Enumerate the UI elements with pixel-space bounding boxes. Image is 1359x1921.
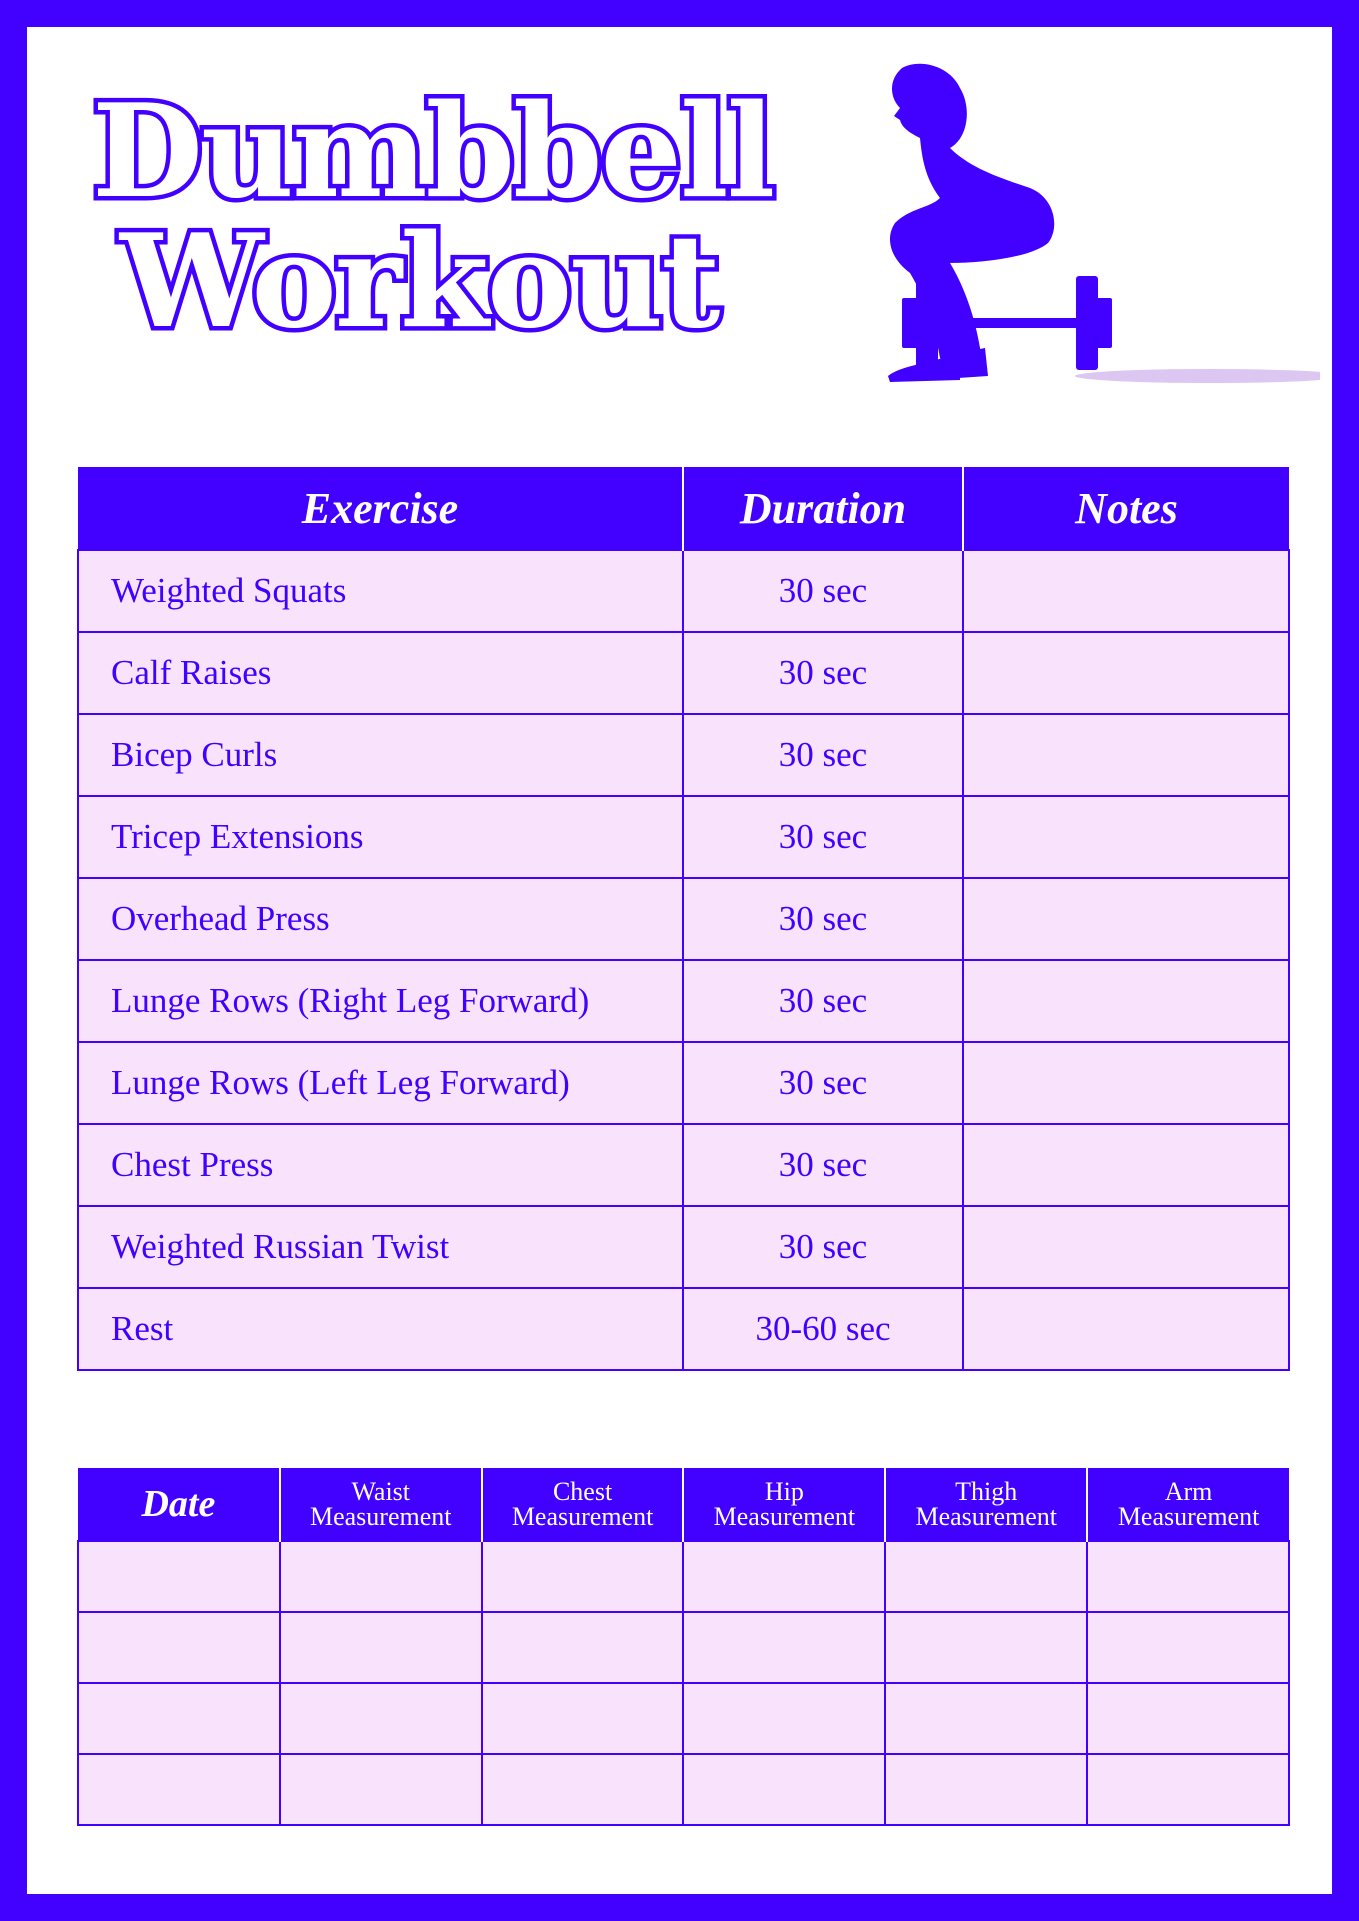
thigh-cell[interactable] bbox=[885, 1754, 1087, 1825]
hip-cell[interactable] bbox=[683, 1541, 885, 1612]
exercise-cell: Weighted Russian Twist bbox=[78, 1206, 683, 1288]
notes-cell[interactable] bbox=[963, 550, 1289, 632]
chest-cell[interactable] bbox=[482, 1683, 684, 1754]
header-label: Date bbox=[141, 1482, 216, 1525]
table-row bbox=[78, 1683, 1289, 1754]
waist-cell[interactable] bbox=[280, 1754, 482, 1825]
table-row bbox=[78, 1288, 1289, 1370]
waist-cell[interactable] bbox=[280, 1612, 482, 1683]
table-row bbox=[78, 878, 1289, 960]
notes-cell[interactable] bbox=[963, 796, 1289, 878]
header-duration: Duration bbox=[683, 467, 963, 550]
exercise-cell: Tricep Extensions bbox=[78, 796, 683, 878]
exercise-cell: Lunge Rows (Right Leg Forward) bbox=[78, 960, 683, 1042]
duration-cell: 30 sec bbox=[683, 960, 963, 1042]
duration-cell: 30 sec bbox=[683, 632, 963, 714]
exercise-table bbox=[77, 467, 1290, 1371]
header-label: Waist bbox=[351, 1477, 411, 1506]
header-exercise: Exercise bbox=[78, 467, 683, 550]
table-row bbox=[78, 1612, 1289, 1683]
table-row bbox=[78, 796, 1289, 878]
chest-cell[interactable] bbox=[482, 1754, 684, 1825]
arm-cell[interactable] bbox=[1087, 1541, 1289, 1612]
header-label: Thigh bbox=[955, 1477, 1018, 1506]
notes-cell[interactable] bbox=[963, 960, 1289, 1042]
notes-cell[interactable] bbox=[963, 1288, 1289, 1370]
title-line-2: Workout bbox=[120, 207, 719, 357]
duration-cell: 30 sec bbox=[683, 1042, 963, 1124]
header-label: Chest bbox=[552, 1477, 613, 1506]
notes-cell[interactable] bbox=[963, 714, 1289, 796]
header-notes: Notes bbox=[963, 467, 1289, 550]
thigh-cell[interactable] bbox=[885, 1541, 1087, 1612]
exercise-cell: Lunge Rows (Left Leg Forward) bbox=[78, 1042, 683, 1124]
duration-cell: 30 sec bbox=[683, 714, 963, 796]
header-sublabel: Measurement bbox=[309, 1502, 452, 1531]
exercise-cell: Bicep Curls bbox=[78, 714, 683, 796]
header-label: Hip bbox=[764, 1477, 804, 1506]
duration-cell: 30 sec bbox=[683, 878, 963, 960]
exercise-cell: Weighted Squats bbox=[78, 550, 683, 632]
duration-cell: 30 sec bbox=[683, 550, 963, 632]
header-sublabel: Measurement bbox=[713, 1502, 856, 1531]
table-row bbox=[78, 960, 1289, 1042]
date-cell[interactable] bbox=[78, 1754, 280, 1825]
table-row bbox=[78, 1541, 1289, 1612]
header-sublabel: Measurement bbox=[511, 1502, 654, 1531]
header-arm bbox=[1087, 1468, 1289, 1541]
table-row bbox=[78, 714, 1289, 796]
hip-cell[interactable] bbox=[683, 1754, 885, 1825]
notes-cell[interactable] bbox=[963, 1124, 1289, 1206]
header-thigh bbox=[885, 1468, 1087, 1541]
measurement-table bbox=[77, 1468, 1290, 1826]
table-row bbox=[78, 1042, 1289, 1124]
hip-cell[interactable] bbox=[683, 1683, 885, 1754]
duration-cell: 30-60 sec bbox=[683, 1288, 963, 1370]
date-cell[interactable] bbox=[78, 1612, 280, 1683]
header-waist bbox=[280, 1468, 482, 1541]
notes-cell[interactable] bbox=[963, 878, 1289, 960]
table-row bbox=[78, 632, 1289, 714]
squat-barbell-illustration bbox=[880, 58, 1320, 388]
arm-cell[interactable] bbox=[1087, 1612, 1289, 1683]
notes-cell[interactable] bbox=[963, 1042, 1289, 1124]
header-sublabel: Measurement bbox=[915, 1502, 1057, 1531]
duration-cell: 30 sec bbox=[683, 1124, 963, 1206]
title-line-1: Dumbbell bbox=[92, 77, 774, 227]
header-chest bbox=[482, 1468, 684, 1541]
barbell-plates-icon bbox=[902, 276, 1112, 370]
exercise-cell: Calf Raises bbox=[78, 632, 683, 714]
duration-cell: 30 sec bbox=[683, 796, 963, 878]
date-cell[interactable] bbox=[78, 1683, 280, 1754]
header-sublabel: Measurement bbox=[1117, 1502, 1260, 1531]
exercise-cell: Rest bbox=[78, 1288, 683, 1370]
thigh-cell[interactable] bbox=[885, 1612, 1087, 1683]
floor-shadow-icon bbox=[1075, 369, 1320, 383]
table-row bbox=[78, 1124, 1289, 1206]
exercise-cell: Overhead Press bbox=[78, 878, 683, 960]
exercise-table-header bbox=[78, 467, 1289, 550]
arm-cell[interactable] bbox=[1087, 1683, 1289, 1754]
duration-cell: 30 sec bbox=[683, 1206, 963, 1288]
exercise-cell: Chest Press bbox=[78, 1124, 683, 1206]
header-date bbox=[78, 1468, 280, 1541]
chest-cell[interactable] bbox=[482, 1612, 684, 1683]
hip-cell[interactable] bbox=[683, 1612, 885, 1683]
table-row bbox=[78, 1206, 1289, 1288]
table-row bbox=[78, 550, 1289, 632]
notes-cell[interactable] bbox=[963, 1206, 1289, 1288]
notes-cell[interactable] bbox=[963, 632, 1289, 714]
waist-cell[interactable] bbox=[280, 1683, 482, 1754]
waist-cell[interactable] bbox=[280, 1541, 482, 1612]
measurement-table-header bbox=[78, 1468, 1289, 1541]
date-cell[interactable] bbox=[78, 1541, 280, 1612]
table-row bbox=[78, 1754, 1289, 1825]
chest-cell[interactable] bbox=[482, 1541, 684, 1612]
thigh-cell[interactable] bbox=[885, 1683, 1087, 1754]
header-hip bbox=[683, 1468, 885, 1541]
arm-cell[interactable] bbox=[1087, 1754, 1289, 1825]
header-label: Arm bbox=[1164, 1477, 1213, 1506]
